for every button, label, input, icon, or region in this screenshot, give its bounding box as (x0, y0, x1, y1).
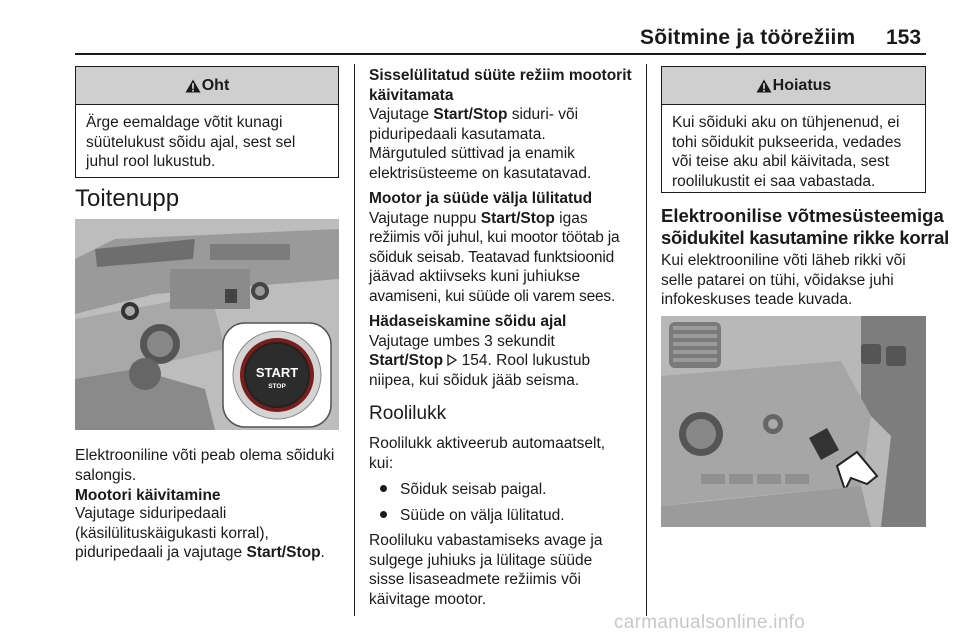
caution-box-title: Hoiatus (772, 76, 832, 94)
page-header-title: Sõitmine ja töörežiim (640, 26, 856, 49)
text-line: sõiduk seisab. Teatavad funktsioonid (369, 248, 614, 266)
start-engine-text (75, 504, 325, 563)
text-line: selle patarei on tühi, võidakse juhi (661, 271, 894, 289)
text-span: piduripedaali ja vajutage (75, 544, 247, 561)
caption-line: Elektrooniline võti peab olema sõiduki (75, 447, 335, 464)
subheading-engine-off: Mootor ja süüde välja lülitatud (369, 190, 593, 207)
section-heading-roolilukk: Roolilukk (369, 403, 447, 424)
text-span: . (320, 544, 325, 561)
stop-label: STOP (268, 383, 286, 390)
start-button-figure (75, 219, 339, 430)
text-line: Rooliluku vabastamiseks avage ja (369, 532, 603, 549)
heading-line: sõidukitel kasutamine rikke korral (661, 227, 949, 248)
page-number: 153 (886, 26, 922, 49)
danger-text-line: Ärge eemaldage võtit kunagi (86, 114, 283, 131)
text-line: (käsilülituskäigukasti korral), (75, 524, 269, 542)
start-label: START (255, 365, 299, 380)
text-line: sisse lisaseadmete režiimis või (369, 571, 581, 588)
caution-text-line: tohi sõidukit pukseerida, vedades (672, 133, 902, 151)
subheading-ignition-on: Sisselülitatud süüte režiim mootorit (369, 67, 632, 84)
list-item (369, 480, 639, 500)
electronic-key-text (661, 251, 906, 310)
watermark: carmanualsonline.info (614, 612, 806, 633)
caution-box-header (662, 67, 925, 105)
text-line: Vajutage umbes 3 sekundit (369, 332, 555, 350)
text-line: kui: (369, 454, 394, 472)
start-stop-term: Start/Stop (433, 106, 508, 123)
text-line: piduripedaali kasutamata. (369, 125, 546, 143)
header-rule (75, 53, 926, 55)
page-reference-text: 154. Rool lukustub (457, 352, 591, 369)
danger-box-title: Oht (201, 76, 230, 94)
caution-box-body (662, 105, 925, 199)
danger-box-header (76, 67, 338, 105)
start-stop-term: Start/Stop (480, 209, 555, 227)
subheading-ignition-on: käivitamata (369, 86, 454, 104)
text-line: sulgege juhiuks ja lülitage süüde (369, 551, 593, 569)
heading-line: Elektroonilise võtmesüsteemiga (661, 205, 944, 226)
page-reference-arrow-icon (447, 354, 457, 366)
column-divider-1 (354, 64, 355, 616)
text-line: infokeskuses teade kuvada. (661, 291, 853, 308)
figure-caption (75, 446, 334, 485)
text-span: igas (554, 209, 588, 227)
warning-triangle-icon (185, 79, 201, 93)
text-line (75, 543, 325, 563)
bullet-icon (380, 485, 387, 492)
caution-text-line: või teise aku abil käivitada, sest (672, 153, 890, 170)
text-line: Vajutage siduripedaali (75, 505, 227, 522)
text-line: jäävad aktiivseks kuni juhiukse (369, 268, 581, 285)
list-item (369, 506, 639, 526)
danger-box-body (76, 105, 338, 180)
text-span: Vajutage (369, 106, 434, 123)
text-line (369, 351, 639, 371)
subheading-mootori-kaivitamine: Mootori käivitamine (75, 487, 221, 504)
text-line: Kui elektrooniline võti läheb rikki või (661, 252, 906, 269)
caption-line: salongis. (75, 466, 137, 484)
text-line (369, 105, 639, 125)
section-heading-toitenupp: Toitenupp (75, 185, 180, 212)
caution-text-line: Kui sõiduki aku on tühjenenud, ei (672, 114, 900, 131)
danger-box (75, 66, 339, 178)
bullet-icon (380, 511, 387, 518)
text-span: Vajutage nuppu (369, 209, 481, 227)
danger-text-line: juhul rool lukustub. (86, 153, 216, 170)
caution-box (661, 66, 926, 193)
text-line: režiimis või juhul, kui mootor töötab ja (369, 229, 620, 246)
column-2 (369, 66, 639, 609)
danger-text-line: süütelukust sõidu ajal, sest sel (86, 133, 296, 151)
text-line: niipea, kui sõiduk jääb seisma. (369, 371, 580, 389)
list-item-text: Sõiduk seisab paigal. (400, 481, 547, 498)
text-line: avamiseni, kui süüde oli varem sees. (369, 287, 616, 305)
warning-triangle-icon (756, 79, 772, 93)
list-item-text: Süüde on välja lülitatud. (400, 506, 565, 524)
start-stop-term: Start/Stop (246, 544, 321, 561)
text-line (369, 209, 639, 229)
text-span: siduri- või (507, 106, 579, 123)
section-heading-electronic-key (661, 205, 949, 249)
text-line: Roolilukk aktiveerub automaatselt, (369, 435, 606, 452)
caution-text-line: roolilukustit ei saa vabastada. (672, 172, 876, 190)
start-stop-term: Start/Stop (369, 352, 444, 369)
column-divider-2 (646, 64, 647, 616)
text-line: käivitage mootor. (369, 590, 487, 608)
text-line: elektrisüsteeme on kasutatavad. (369, 164, 592, 182)
text-line: Märgutuled süttivad ja enamik (369, 145, 575, 162)
subheading-emergency-stop: Hädaseiskamine sõidu ajal (369, 313, 567, 330)
key-slot-figure (661, 316, 926, 527)
